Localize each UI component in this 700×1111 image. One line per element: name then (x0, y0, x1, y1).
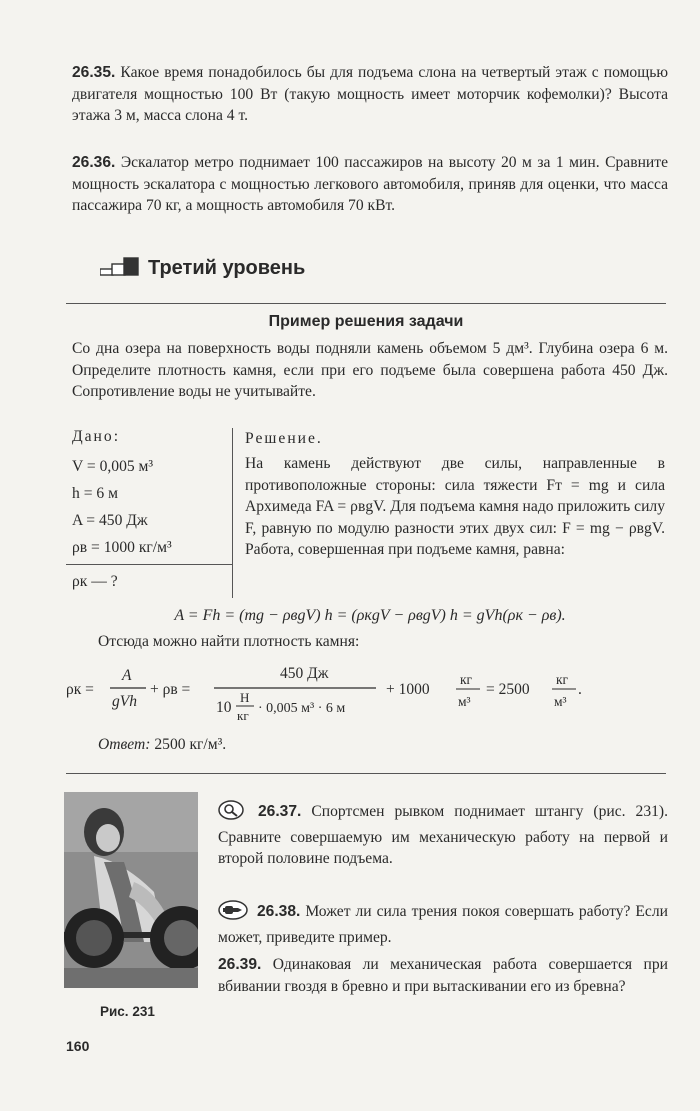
task-26-37 (218, 800, 668, 870)
answer-line (98, 736, 226, 754)
task-number: 26.39. (218, 956, 262, 973)
task-26-38 (218, 900, 668, 948)
frac2-den-unit-den: кг (237, 708, 249, 723)
stairs-icon (100, 256, 140, 281)
formula-plus-rho: + ρв = (150, 681, 191, 698)
given-block (72, 428, 227, 590)
section-heading (100, 253, 305, 283)
page-number: 160 (66, 1038, 90, 1054)
problem-26-35 (72, 62, 668, 127)
problem-text: Какое время понадобилось бы для подъема слона на четвертый этаж с помощью двигателя мощностью 100 Вт (такую мощность имеет моторчик кофемолки)? Высота этажа 3 м, масса слона 4 т. (72, 64, 668, 124)
section-title: Третий уровень (148, 256, 306, 279)
task-number: 26.38. (256, 903, 301, 920)
frac1-denominator: gVh (112, 693, 137, 710)
task-text: Спортсмен рывком поднимает штангу (рис. 231). Сравните совершаемую им механическую работу на первой и второй половине подъема. (218, 803, 669, 867)
task-text: Одинаковая ли механическая работа совершается при вбивании гвоздя в бревно и при вытаскивании его из бревна? (218, 956, 668, 995)
unit-denominator: м³ (554, 694, 567, 709)
formula-result: = 2500 (486, 681, 530, 698)
unit-numerator: кг (556, 672, 569, 687)
given-heading: Дано: (72, 428, 121, 445)
weightlifter-photo (64, 792, 198, 988)
unit-denominator: м³ (458, 694, 471, 709)
pointing-hand-icon (218, 900, 248, 927)
formula-end: . (578, 681, 582, 698)
solution-text: На камень действуют две силы, направленные в противоположные стороны: сила тяжести Fт = mg и сила Архимеда FA = ρвgV. Для подъема камня надо приложить силу F, равную по модулю разности этих двух сил: F = mg − ρвgV. Работа, совершенная при подъеме камня, равна: (245, 455, 665, 558)
formula-lhs: ρк = (66, 681, 94, 698)
example-title: Пример решения задачи (268, 313, 464, 330)
problem-26-36 (72, 152, 668, 217)
work-equation: A = Fh = (mg − ρвgV) h = (ρкgV − ρвgV) h = gVh(ρк − ρв). (174, 607, 566, 624)
formula-plus-1000: + 1000 (386, 681, 430, 698)
given-line: V = 0,005 м³ (72, 458, 154, 475)
example-statement: Со дна озера на поверхность воды подняли камень объемом 5 дм³. Глубина озера 6 м. Определите плотность камня, если при его подъеме была совершена работа 450 Дж. Сопротивление воды не учитывайте. (72, 340, 668, 400)
solution-heading: Решение. (245, 430, 323, 447)
frac2-den-tail: · 0,005 м³ · 6 м (258, 701, 346, 716)
problem-text: Эскалатор метро поднимает 100 пассажиров на высоту 20 м за 1 мин. Сравните мощность эскалатора с мощностью легкового автомобиля, приняв для оценки, что масса пассажира 70 кг, а мощность автомобиля 70 кВт. (72, 154, 668, 214)
task-26-39 (218, 954, 668, 997)
frac1-numerator: A (122, 667, 132, 684)
frac2-den-lead: 10 (216, 699, 232, 716)
given-divider-horizontal (66, 564, 232, 565)
problem-number: 26.35. (72, 64, 116, 81)
answer-value: 2500 кг/м³. (154, 736, 227, 753)
frac2-numerator: 450 Дж (280, 665, 329, 682)
figure-caption: Рис. 231 (100, 1004, 155, 1019)
magnifier-icon (218, 800, 244, 827)
given-line: h = 6 м (72, 485, 118, 502)
unit-numerator: кг (460, 672, 473, 687)
given-line: ρв = 1000 кг/м³ (72, 539, 172, 556)
divider (66, 773, 666, 774)
find-quantity: ρк — ? (72, 573, 118, 590)
task-text: Может ли сила трения покоя совершать работу? Если может, приведите пример. (218, 903, 668, 946)
answer-label: Ответ: (98, 736, 151, 753)
given-line: A = 450 Дж (72, 512, 148, 529)
given-divider-vertical (232, 428, 233, 598)
solution-block (245, 428, 665, 561)
task-number: 26.37. (257, 803, 302, 820)
divider (66, 303, 666, 304)
derivation-intro: Отсюда можно найти плотность камня: (98, 633, 360, 650)
frac2-den-unit-num: Н (240, 690, 250, 705)
problem-number: 26.36. (72, 154, 116, 171)
density-formula (66, 658, 666, 728)
